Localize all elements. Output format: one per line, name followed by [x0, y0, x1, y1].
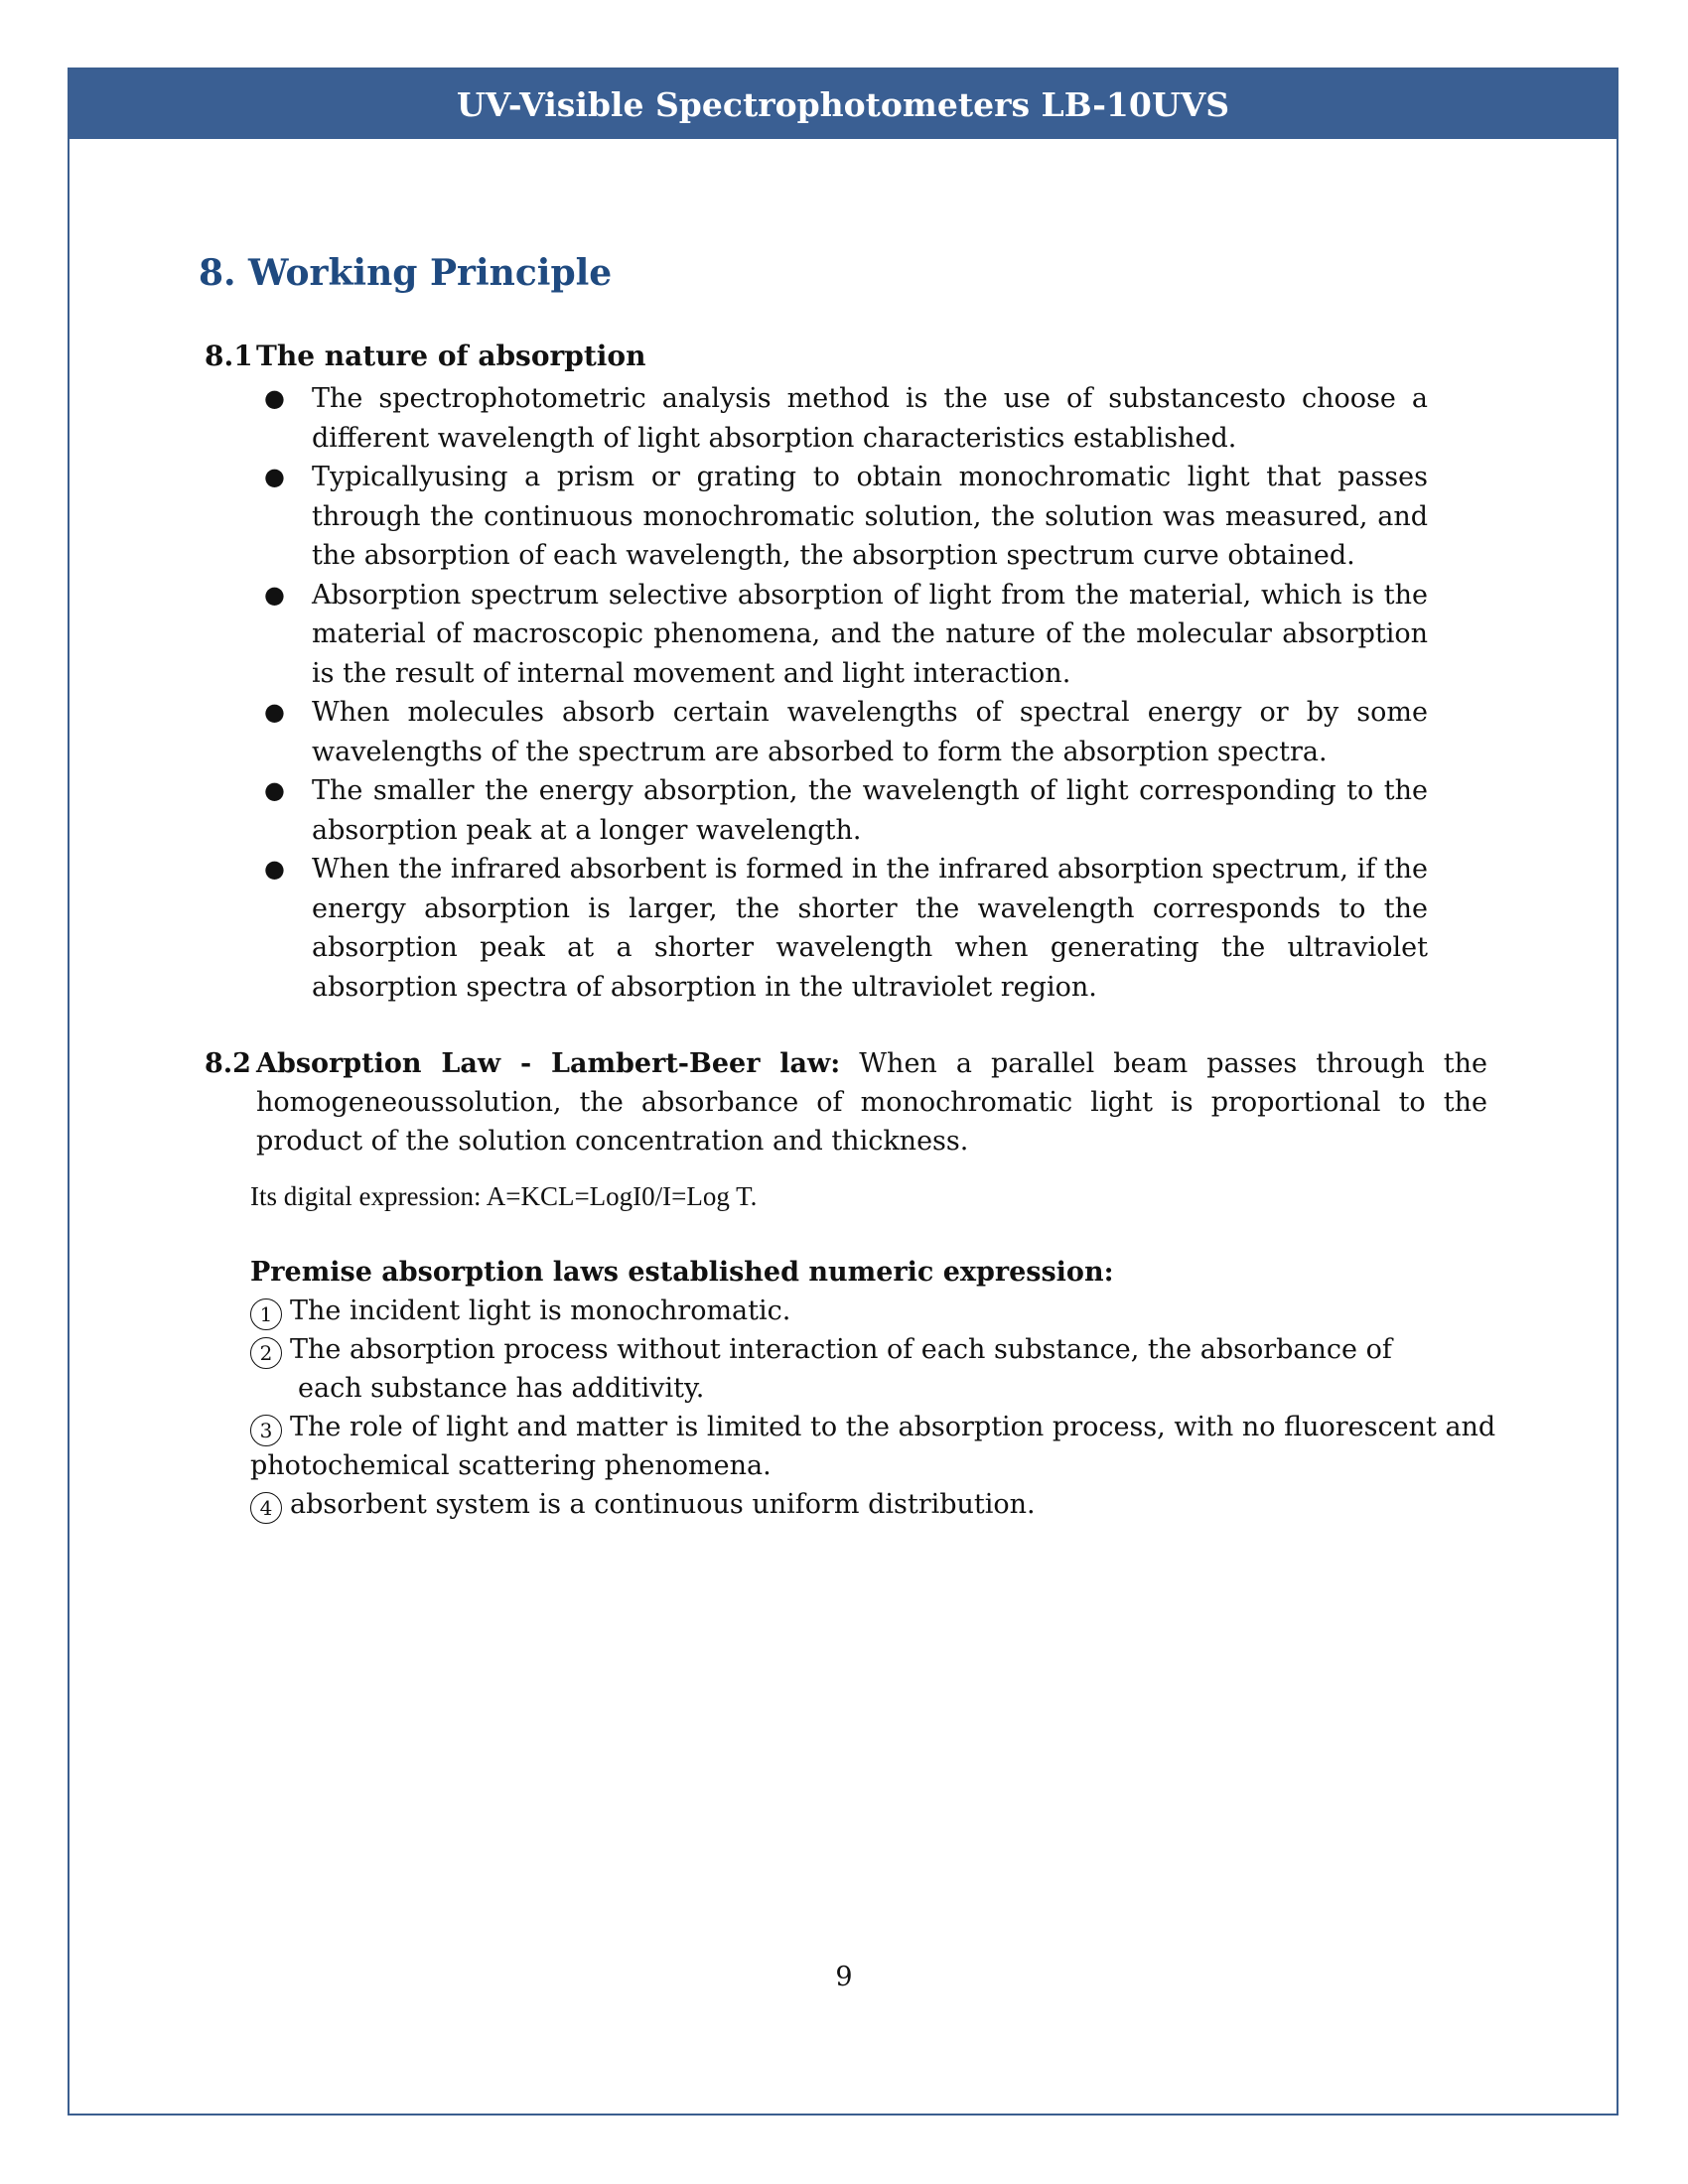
- list-item: ● The spectrophotometric analysis method is the use of substancesto choose a different wavelength of light absorption characteristics established.: [264, 379, 1428, 458]
- premise-item: 1 The incident light is monochromatic.: [250, 1292, 1511, 1330]
- list-item: ● When molecules absorb certain wavelengths of spectral energy or by some wavelengths of the spectrum are absorbed to form the absorption spectra.: [264, 693, 1428, 771]
- lambert-beer-law-paragraph: [205, 1044, 1487, 1160]
- document-title: UV-Visible Spectrophotometers LB-10UVS: [456, 85, 1230, 124]
- list-item: ● Typicallyusing a prism or grating to obtain monochromatic light that passes through the continuous monochromatic solution, the solution was measured, and the absorption of each wavelength, the absorption spectrum curve obtained.: [264, 458, 1428, 576]
- bullet-icon: ●: [264, 384, 285, 412]
- list-item: ● Absorption spectrum selective absorption of light from the material, which is the material of macroscopic phenomena, and the nature of the molecular absorption is the result of internal movement and light interaction.: [264, 576, 1428, 694]
- section-title: Working Principle: [248, 252, 613, 294]
- law-body: homogeneoussolution, the absorbance of monochromatic light is proportional to the product of the solution concentration and thickness.: [256, 1087, 1487, 1157]
- absorption-bullet-list: [264, 379, 1428, 1007]
- law-body-line: When a parallel beam passes through the: [859, 1048, 1487, 1079]
- subsection-number: 8.1: [205, 340, 253, 372]
- bullet-icon: ●: [264, 776, 285, 804]
- circled-number-icon: 2: [250, 1337, 282, 1369]
- bullet-icon: ●: [264, 855, 285, 883]
- section-number: 8.: [199, 252, 236, 294]
- premise-item: 3 The role of light and matter is limited to the absorption process, with no fluorescent and photochemical scattering phenomena.: [250, 1412, 1496, 1481]
- header-bar: [70, 69, 1617, 139]
- page-number: 9: [835, 1962, 853, 1992]
- circled-number-icon: 1: [250, 1298, 282, 1330]
- premise-item: 2 The absorption process without interaction of each substance, the absorbance of each substance has additivity.: [250, 1330, 1511, 1408]
- bullet-icon: ●: [264, 580, 285, 609]
- list-item: ● When the infrared absorbent is formed in the infrared absorption spectrum, if the energy absorption is larger, the shorter the wavelength corresponds to the absorption peak at a shorter wavelength when generating the ultraviolet absorption spectra of absorption in the ultraviolet region.: [264, 850, 1428, 1007]
- premise-item: 4 absorbent system is a continuous uniform distribution.: [250, 1485, 1511, 1524]
- subsection-number: 8.2: [205, 1048, 251, 1079]
- circled-number-icon: 3: [250, 1415, 282, 1446]
- circled-number-icon: 4: [250, 1492, 282, 1524]
- section-heading: [199, 252, 612, 294]
- law-title: Absorption Law - Lambert-Beer law:: [256, 1048, 841, 1079]
- premise-title: Premise absorption laws established numeric expression:: [250, 1257, 1114, 1288]
- subsection-heading: [205, 340, 645, 372]
- premise-list: [250, 1253, 1511, 1524]
- bullet-icon: ●: [264, 698, 285, 726]
- bullet-icon: ●: [264, 463, 285, 490]
- digital-expression: Its digital expression: A=KCL=LogI0/I=Log T.: [250, 1181, 758, 1211]
- list-item: ● The smaller the energy absorption, the wavelength of light corresponding to the absorption peak at a longer wavelength.: [264, 771, 1428, 850]
- subsection-title: The nature of absorption: [256, 340, 646, 372]
